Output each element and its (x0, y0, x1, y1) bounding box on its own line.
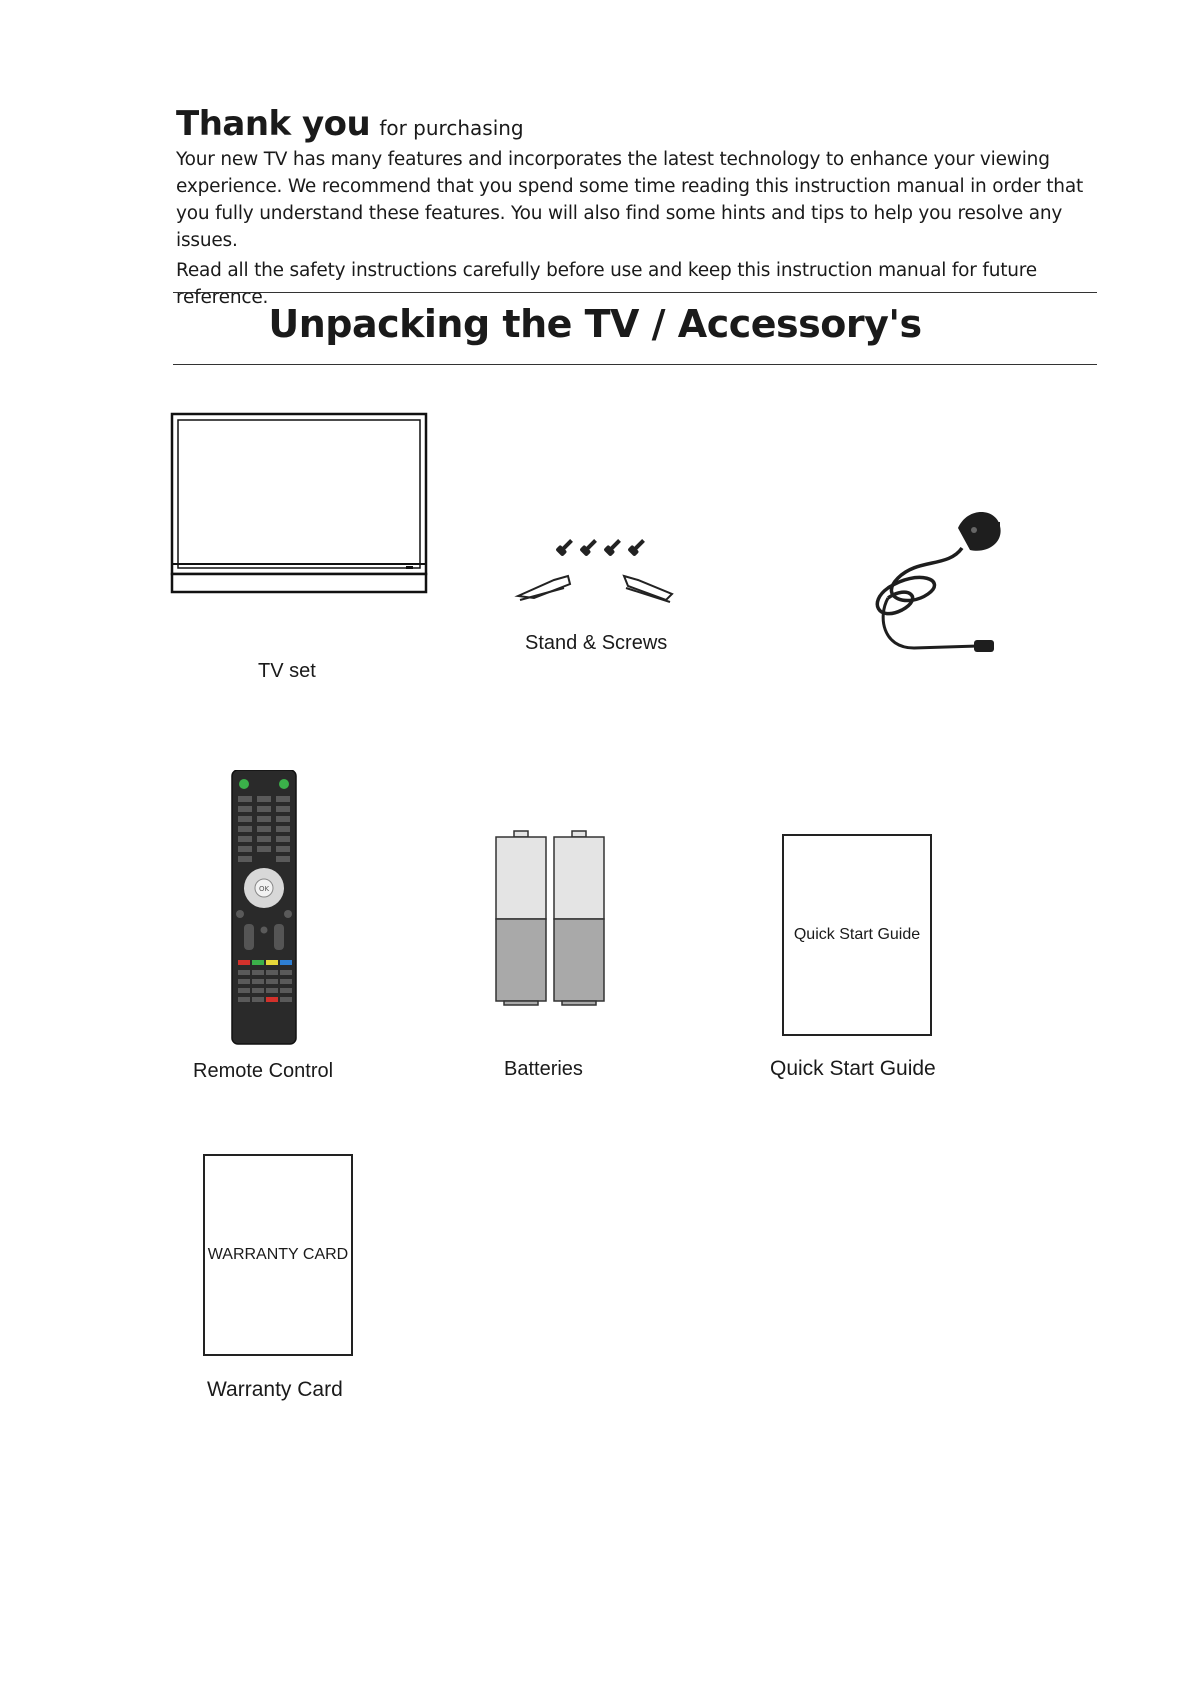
top-divider (173, 292, 1097, 293)
remote-control-illustration (230, 770, 298, 1051)
power-plug-icon (858, 498, 1018, 658)
for-purchasing-text: for purchasing (379, 116, 524, 140)
warranty-card-caption: Warranty Card (207, 1378, 343, 1401)
tv-icon (170, 412, 430, 598)
intro-paragraph: Your new TV has many features and incorporates the latest technology to enhance your viewing experience. We recommend that you spend some time reading this instruction manual in order that you fully understand these features. You will also find some hints and tips to help you resolve any issues. (176, 149, 1084, 251)
stand-screws-icon (514, 536, 680, 608)
quick-start-guide-caption: Quick Start Guide (770, 1057, 936, 1080)
remote-control-caption: Remote Control (193, 1060, 334, 1082)
thank-you-line (176, 104, 1096, 144)
quick-start-guide-illustration (782, 834, 932, 1036)
batteries-caption: Batteries (504, 1058, 583, 1080)
tv-set-caption: TV set (258, 660, 316, 682)
batteries-illustration (494, 830, 608, 1011)
warranty-card-cover-text: WARRANTY CARD (207, 1246, 349, 1263)
warranty-card-illustration (203, 1154, 353, 1356)
stand-screws-illustration (514, 536, 680, 613)
remote-control-icon (230, 770, 298, 1046)
power-adapter-illustration (858, 498, 1018, 663)
intro-section (176, 104, 1096, 311)
tv-set-illustration (170, 412, 430, 603)
section-title: Unpacking the TV / Accessory's (268, 302, 922, 346)
quick-start-guide-cover-text: Quick Start Guide (793, 926, 921, 943)
stand-screws-caption: Stand & Screws (525, 632, 668, 654)
batteries-icon (494, 830, 608, 1006)
remote-ok-label: OK (258, 885, 270, 893)
safety-paragraph: Read all the safety instructions carefully before use and keep this instruction manual for future reference. (176, 260, 1037, 308)
thank-you-heading: Thank you (176, 104, 371, 144)
bottom-divider (173, 364, 1097, 365)
